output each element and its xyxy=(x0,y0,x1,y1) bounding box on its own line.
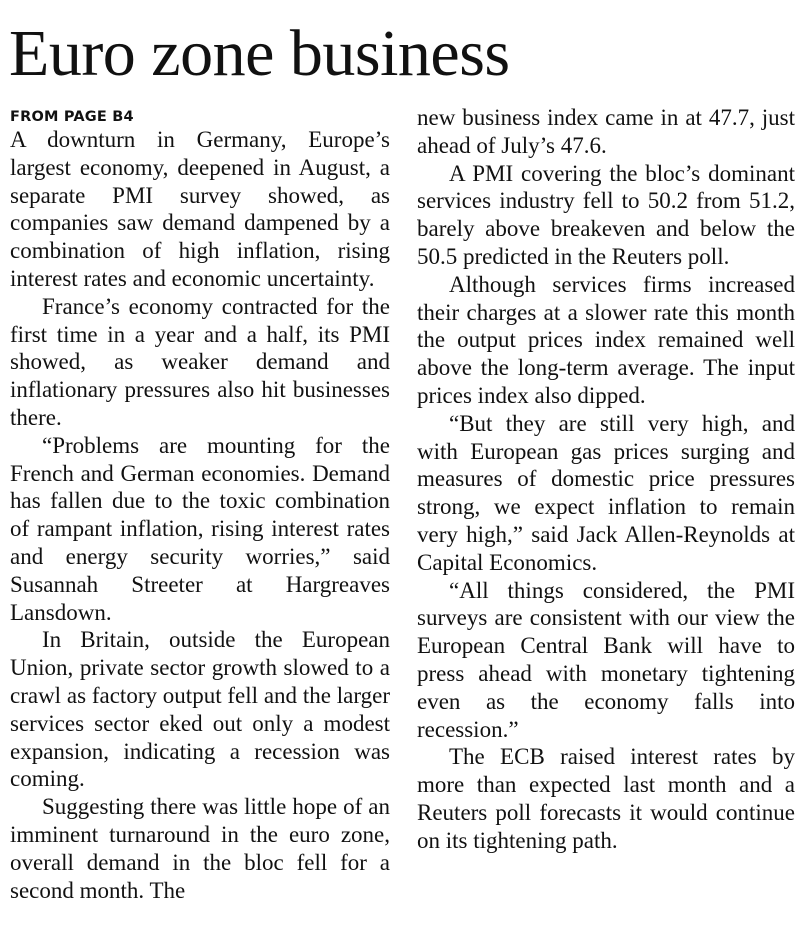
paragraph: “All things considered, the PMI surveys are consistent with our view the European Central Bank will have to press ahead with monetary tightening even as the economy falls into recession.” xyxy=(417,577,795,742)
paragraph: new business index came in at 47.7, just ahead of July’s 47.6. xyxy=(417,105,795,158)
paragraph: A downturn in Germany, Europe’s largest economy, deepened in August, a separate PMI survey showed, as companies saw demand dampened by a combination of high inflation, rising interest rates and economic uncertainty. xyxy=(10,127,390,291)
paragraph: France’s economy contracted for the first time in a year and a half, its PMI showed, as weaker demand and inflationary pressures also hit businesses there. xyxy=(10,293,390,430)
paragraph: Although services firms increased their charges at a slower rate this month the output prices index remained well above the long-term average. The input prices index also dipped. xyxy=(417,271,795,408)
article-column-right xyxy=(417,104,795,855)
paragraph: In Britain, outside the European Union, private sector growth slowed to a crawl as factory output fell and the larger services sector eked out only a modest expansion, indicating a recession was coming. xyxy=(10,627,390,792)
continuation-kicker: FROM PAGE B4 xyxy=(10,109,134,125)
paragraph: The ECB raised interest rates by more than expected last month and a Reuters poll forecasts it would continue on its tightening path. xyxy=(417,744,795,853)
headline: Euro zone business xyxy=(9,17,510,90)
article-column-left xyxy=(10,104,390,904)
paragraph: Suggesting there was little hope of an imminent turnaround in the euro zone, overall demand in the bloc fell for a second month. The xyxy=(10,794,390,903)
paragraph: “But they are still very high, and with European gas prices surging and measures of domestic price pressures strong, we expect inflation to remain very high,” said Jack Allen-Reynolds at Capital Economics. xyxy=(417,410,795,575)
paragraph: A PMI covering the bloc’s dominant services industry fell to 50.2 from 51.2, barely above breakeven and below the 50.5 predicted in the Reuters poll. xyxy=(417,160,795,269)
paragraph: “Problems are mounting for the French and German economies. Demand has fallen due to the toxic combination of rampant inflation, rising interest rates and energy security worries,” said Susannah Streeter at Hargreaves Lansdown. xyxy=(10,432,390,625)
